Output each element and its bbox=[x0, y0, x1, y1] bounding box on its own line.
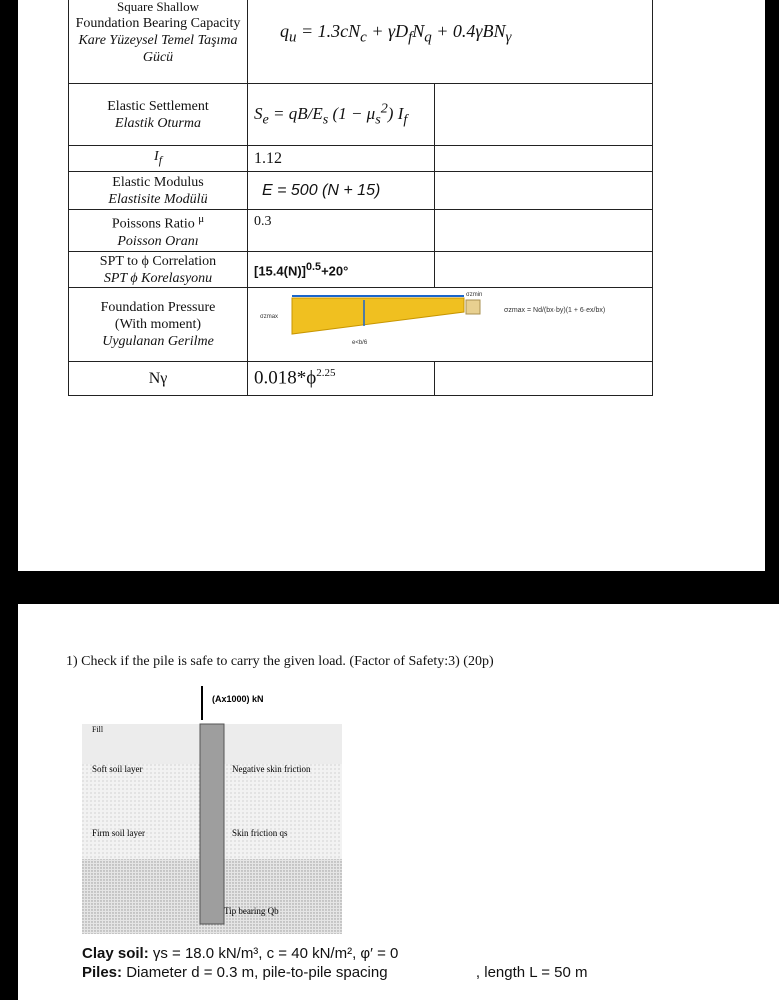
table-row bbox=[69, 146, 653, 172]
question-text: 1) Check if the pile is safe to carry the given load. (Factor of Safety:3) (20p) bbox=[66, 654, 494, 669]
table-row bbox=[69, 252, 653, 288]
settlement-formula: $S_e = qB/E_s$ $(1 - \mu_s^2)$ $I_f$ bbox=[248, 84, 435, 146]
row-label: SPT to ϕ Correlation SPT ϕ Korelasyonu bbox=[69, 252, 248, 288]
pressure-cell bbox=[248, 288, 653, 362]
piles-values: Diameter d = 0.3 m, pile-to-pile spacing bbox=[126, 964, 388, 981]
row-label: Elastic Settlement Elastik Oturma bbox=[69, 84, 248, 146]
row-label: Square Shallow Foundation Bearing Capacity Kare Yüzeysel Temel Taşıma Gücü bbox=[69, 0, 248, 84]
sigma-max-label: σzmax bbox=[260, 314, 279, 320]
pile-figure bbox=[82, 684, 362, 934]
left-dark-edge bbox=[0, 0, 18, 1000]
top-fragment: Square Shallow bbox=[117, 0, 199, 14]
table-row bbox=[69, 84, 653, 146]
pressure-diagram bbox=[254, 288, 649, 356]
row-label: Elastic Modulus Elastisite Modülü bbox=[69, 172, 248, 210]
table-row bbox=[69, 362, 653, 396]
formula-sheet bbox=[18, 0, 765, 571]
table-row bbox=[69, 172, 653, 210]
bearing-formula: $q_u = 1.3cN_c + \gamma D_fN_q + 0.4\gamma BN_\gamma$ bbox=[248, 0, 653, 84]
row-label: Poissons Ratio $^\mu$ Poisson Oranı bbox=[69, 210, 248, 252]
clay-line bbox=[82, 944, 588, 963]
row-label: Foundation Pressure (With moment) Uygulanan Gerilme bbox=[69, 288, 248, 362]
block-icon bbox=[466, 300, 480, 314]
negative-friction-label: Negative skin friction bbox=[232, 764, 311, 774]
ecc-label: e<b/6 bbox=[352, 340, 368, 346]
if-value: 1.12 bbox=[248, 146, 435, 172]
ngamma-formula: $0.018*\phi^{2.25}$ bbox=[248, 362, 435, 396]
table-row bbox=[69, 288, 653, 362]
piles-label: Piles: bbox=[82, 964, 123, 981]
piles-line bbox=[82, 963, 588, 982]
poisson-value: 0.3 bbox=[248, 210, 435, 252]
clay-values: γs = 18.0 kN/m³, c = 40 kN/m², φ′ = 0 bbox=[152, 945, 399, 962]
sigma-min-label: σzmin bbox=[466, 292, 483, 298]
black-divider bbox=[0, 571, 779, 604]
sigma-formula: σzmax = Nd/(bx·by)(1 + 6·ex/bx) bbox=[504, 307, 606, 314]
clay-label: Clay soil: bbox=[82, 945, 149, 962]
soft-label: Soft soil layer bbox=[92, 764, 143, 774]
table-row bbox=[69, 0, 653, 84]
pressure-trapezoid bbox=[292, 298, 464, 334]
soil-info bbox=[82, 944, 588, 982]
tip-label: Tip bearing Qb bbox=[224, 906, 279, 916]
properties-table bbox=[68, 0, 653, 396]
skin-friction-label: Skin friction qs bbox=[232, 828, 288, 838]
load-label: (Ax1000) kN bbox=[212, 694, 264, 704]
firm-label: Firm soil layer bbox=[92, 828, 145, 838]
question-sheet bbox=[18, 604, 779, 1000]
table-row bbox=[69, 210, 653, 252]
spt-formula: $[15.4(N)]^{0.5}+20^\circ$ bbox=[248, 252, 435, 288]
right-dark-edge bbox=[765, 0, 779, 578]
fill-label: Fill bbox=[92, 725, 104, 734]
row-label: Nγ bbox=[69, 362, 248, 396]
row-label: $I_f$ bbox=[69, 146, 248, 172]
piles-length: , length L = 50 m bbox=[475, 964, 588, 981]
pile bbox=[200, 724, 224, 924]
modulus-formula: E = 500 (N + 15) bbox=[248, 172, 435, 210]
